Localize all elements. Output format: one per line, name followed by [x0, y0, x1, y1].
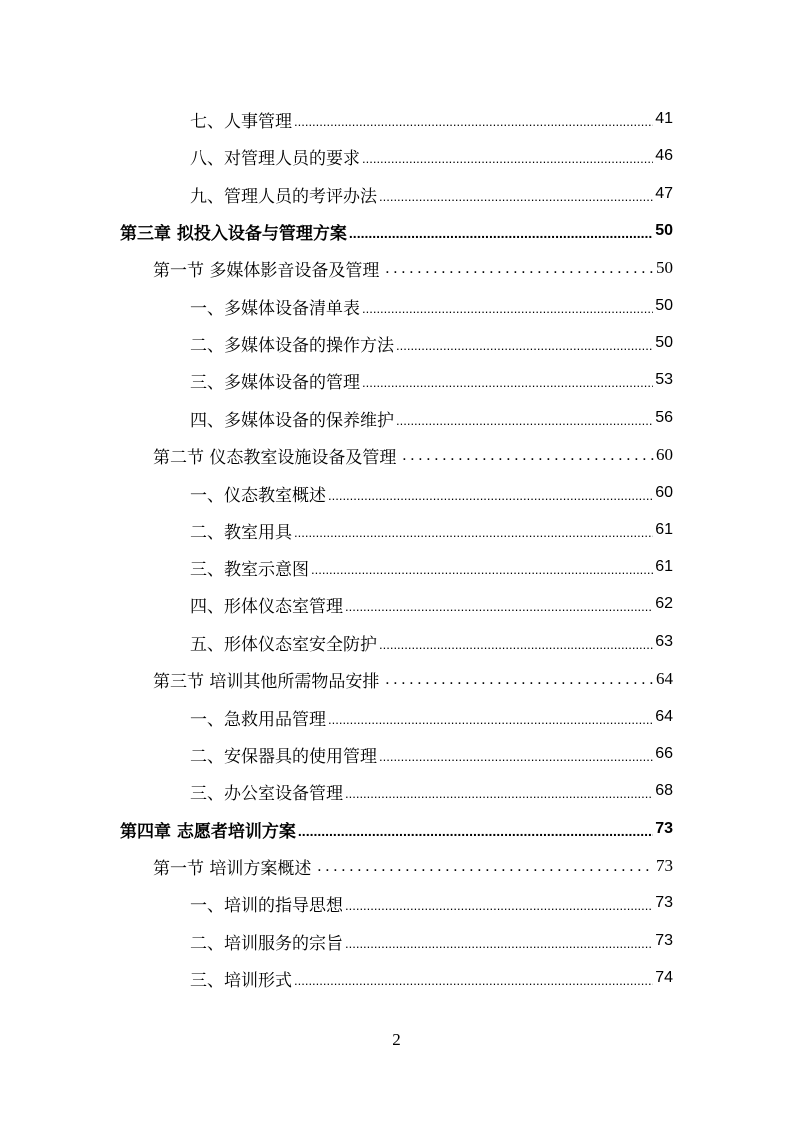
toc-entry[interactable]: [0, 478, 793, 508]
toc-entry-title: 四、形体仪态室管理: [190, 596, 343, 617]
toc-leader: [379, 183, 653, 205]
toc-entry-title: 七、人事管理: [190, 111, 292, 132]
toc-leader: [294, 519, 653, 541]
toc-entry[interactable]: [0, 141, 793, 171]
toc-entry-title: 二、安保器具的使用管理: [190, 746, 377, 767]
toc-entry[interactable]: [0, 403, 793, 433]
toc-entry[interactable]: [0, 104, 793, 134]
toc-section-entry[interactable]: [0, 440, 793, 470]
toc-leader: [362, 145, 653, 167]
toc-entry[interactable]: [0, 328, 793, 358]
toc-entry[interactable]: [0, 702, 793, 732]
toc-entry-title: 第一节 多媒体影音设备及管理: [153, 260, 380, 281]
toc-leader: [402, 444, 654, 466]
toc-entry-page: 73: [656, 856, 673, 875]
toc-entry[interactable]: [0, 888, 793, 918]
toc-entry-page: 50: [656, 258, 673, 277]
toc-entry-page: 60: [655, 484, 673, 501]
toc-chapter-entry[interactable]: [0, 216, 793, 246]
toc-chapter-entry[interactable]: [0, 814, 793, 844]
toc-entry-page: 50: [655, 334, 673, 351]
toc-leader: [385, 257, 654, 279]
toc-entry-page: 53: [655, 371, 673, 388]
toc-entry-title: 二、教室用具: [190, 522, 292, 543]
toc-entry[interactable]: [0, 589, 793, 619]
toc-entry-title: 八、对管理人员的要求: [190, 148, 360, 169]
toc-entry-page: 63: [655, 633, 673, 650]
toc-entry-page: 73: [655, 894, 673, 911]
toc-entry-title: 四、多媒体设备的保养维护: [190, 410, 394, 431]
toc-entry-title: 九、管理人员的考评办法: [190, 186, 377, 207]
toc-entry-page: 50: [655, 297, 673, 314]
toc-entry[interactable]: [0, 627, 793, 657]
toc-entry-title: 一、培训的指导思想: [190, 895, 343, 916]
toc-entry-title: 三、培训形式: [190, 970, 292, 991]
toc-section-entry[interactable]: [0, 253, 793, 283]
toc-entry-title: 一、仪态教室概述: [190, 485, 326, 506]
toc-leader: [294, 108, 653, 130]
toc-entry-title: 五、形体仪态室安全防护: [190, 634, 377, 655]
toc-entry[interactable]: [0, 179, 793, 209]
toc-entry-page: 61: [655, 521, 673, 538]
toc-leader: [362, 295, 653, 317]
toc-entry-title: 第四章 志愿者培训方案: [120, 821, 296, 842]
toc-entry-title: 三、教室示意图: [190, 559, 309, 580]
toc-leader: [294, 967, 653, 989]
toc-entry-page: 60: [656, 445, 673, 464]
toc-leader: [345, 930, 653, 952]
toc-entry-page: 66: [655, 745, 673, 762]
toc-entry-page: 50: [655, 222, 673, 239]
toc-entry[interactable]: [0, 365, 793, 395]
page-number: 2: [392, 1030, 401, 1049]
toc-leader: [349, 220, 653, 242]
toc-leader: [345, 593, 653, 615]
toc-leader: [379, 631, 653, 653]
toc-entry-title: 三、多媒体设备的管理: [190, 372, 360, 393]
toc-entry-page: 46: [655, 147, 673, 164]
toc-entry-title: 二、多媒体设备的操作方法: [190, 335, 394, 356]
toc-entry-page: 68: [655, 782, 673, 799]
toc-entry[interactable]: [0, 926, 793, 956]
toc-entry[interactable]: [0, 515, 793, 545]
toc-leader: [379, 743, 653, 765]
toc-leader: [298, 818, 653, 840]
toc-leader: [345, 780, 653, 802]
toc-entry-title: 二、培训服务的宗旨: [190, 933, 343, 954]
toc-entry-title: 第三节 培训其他所需物品安排: [153, 671, 380, 692]
toc-entry-page: 61: [655, 558, 673, 575]
toc-entry[interactable]: [0, 291, 793, 321]
toc-section-entry[interactable]: [0, 851, 793, 881]
toc-leader: [328, 482, 653, 504]
toc-entry-page: 73: [655, 932, 673, 949]
toc-entry-page: 62: [655, 595, 673, 612]
toc-entry-page: 56: [655, 409, 673, 426]
toc-leader: [385, 668, 654, 690]
toc-entry[interactable]: [0, 552, 793, 582]
toc-entry-page: 64: [655, 708, 673, 725]
toc-leader: [328, 706, 653, 728]
toc-leader: [317, 855, 654, 877]
toc-section-entry[interactable]: [0, 664, 793, 694]
toc-entry-title: 第一节 培训方案概述: [153, 858, 312, 879]
toc-entry-page: 73: [655, 820, 673, 837]
toc-entry-page: 64: [656, 669, 673, 688]
toc-entry-page: 47: [655, 185, 673, 202]
toc-entry-page: 41: [655, 110, 673, 127]
toc-entry-page: 74: [655, 969, 673, 986]
toc-leader: [396, 407, 653, 429]
toc-entry[interactable]: [0, 776, 793, 806]
toc-leader: [345, 892, 653, 914]
toc-entry-title: 第三章 拟投入设备与管理方案: [120, 223, 347, 244]
toc-leader: [396, 332, 653, 354]
toc-leader: [311, 556, 653, 578]
toc-entry-title: 第二节 仪态教室设施设备及管理: [153, 447, 397, 468]
toc-entry[interactable]: [0, 963, 793, 993]
toc-entry-title: 三、办公室设备管理: [190, 783, 343, 804]
toc-leader: [362, 369, 653, 391]
toc-entry-title: 一、多媒体设备清单表: [190, 298, 360, 319]
toc-entry[interactable]: [0, 739, 793, 769]
toc-entry-title: 一、急救用品管理: [190, 709, 326, 730]
